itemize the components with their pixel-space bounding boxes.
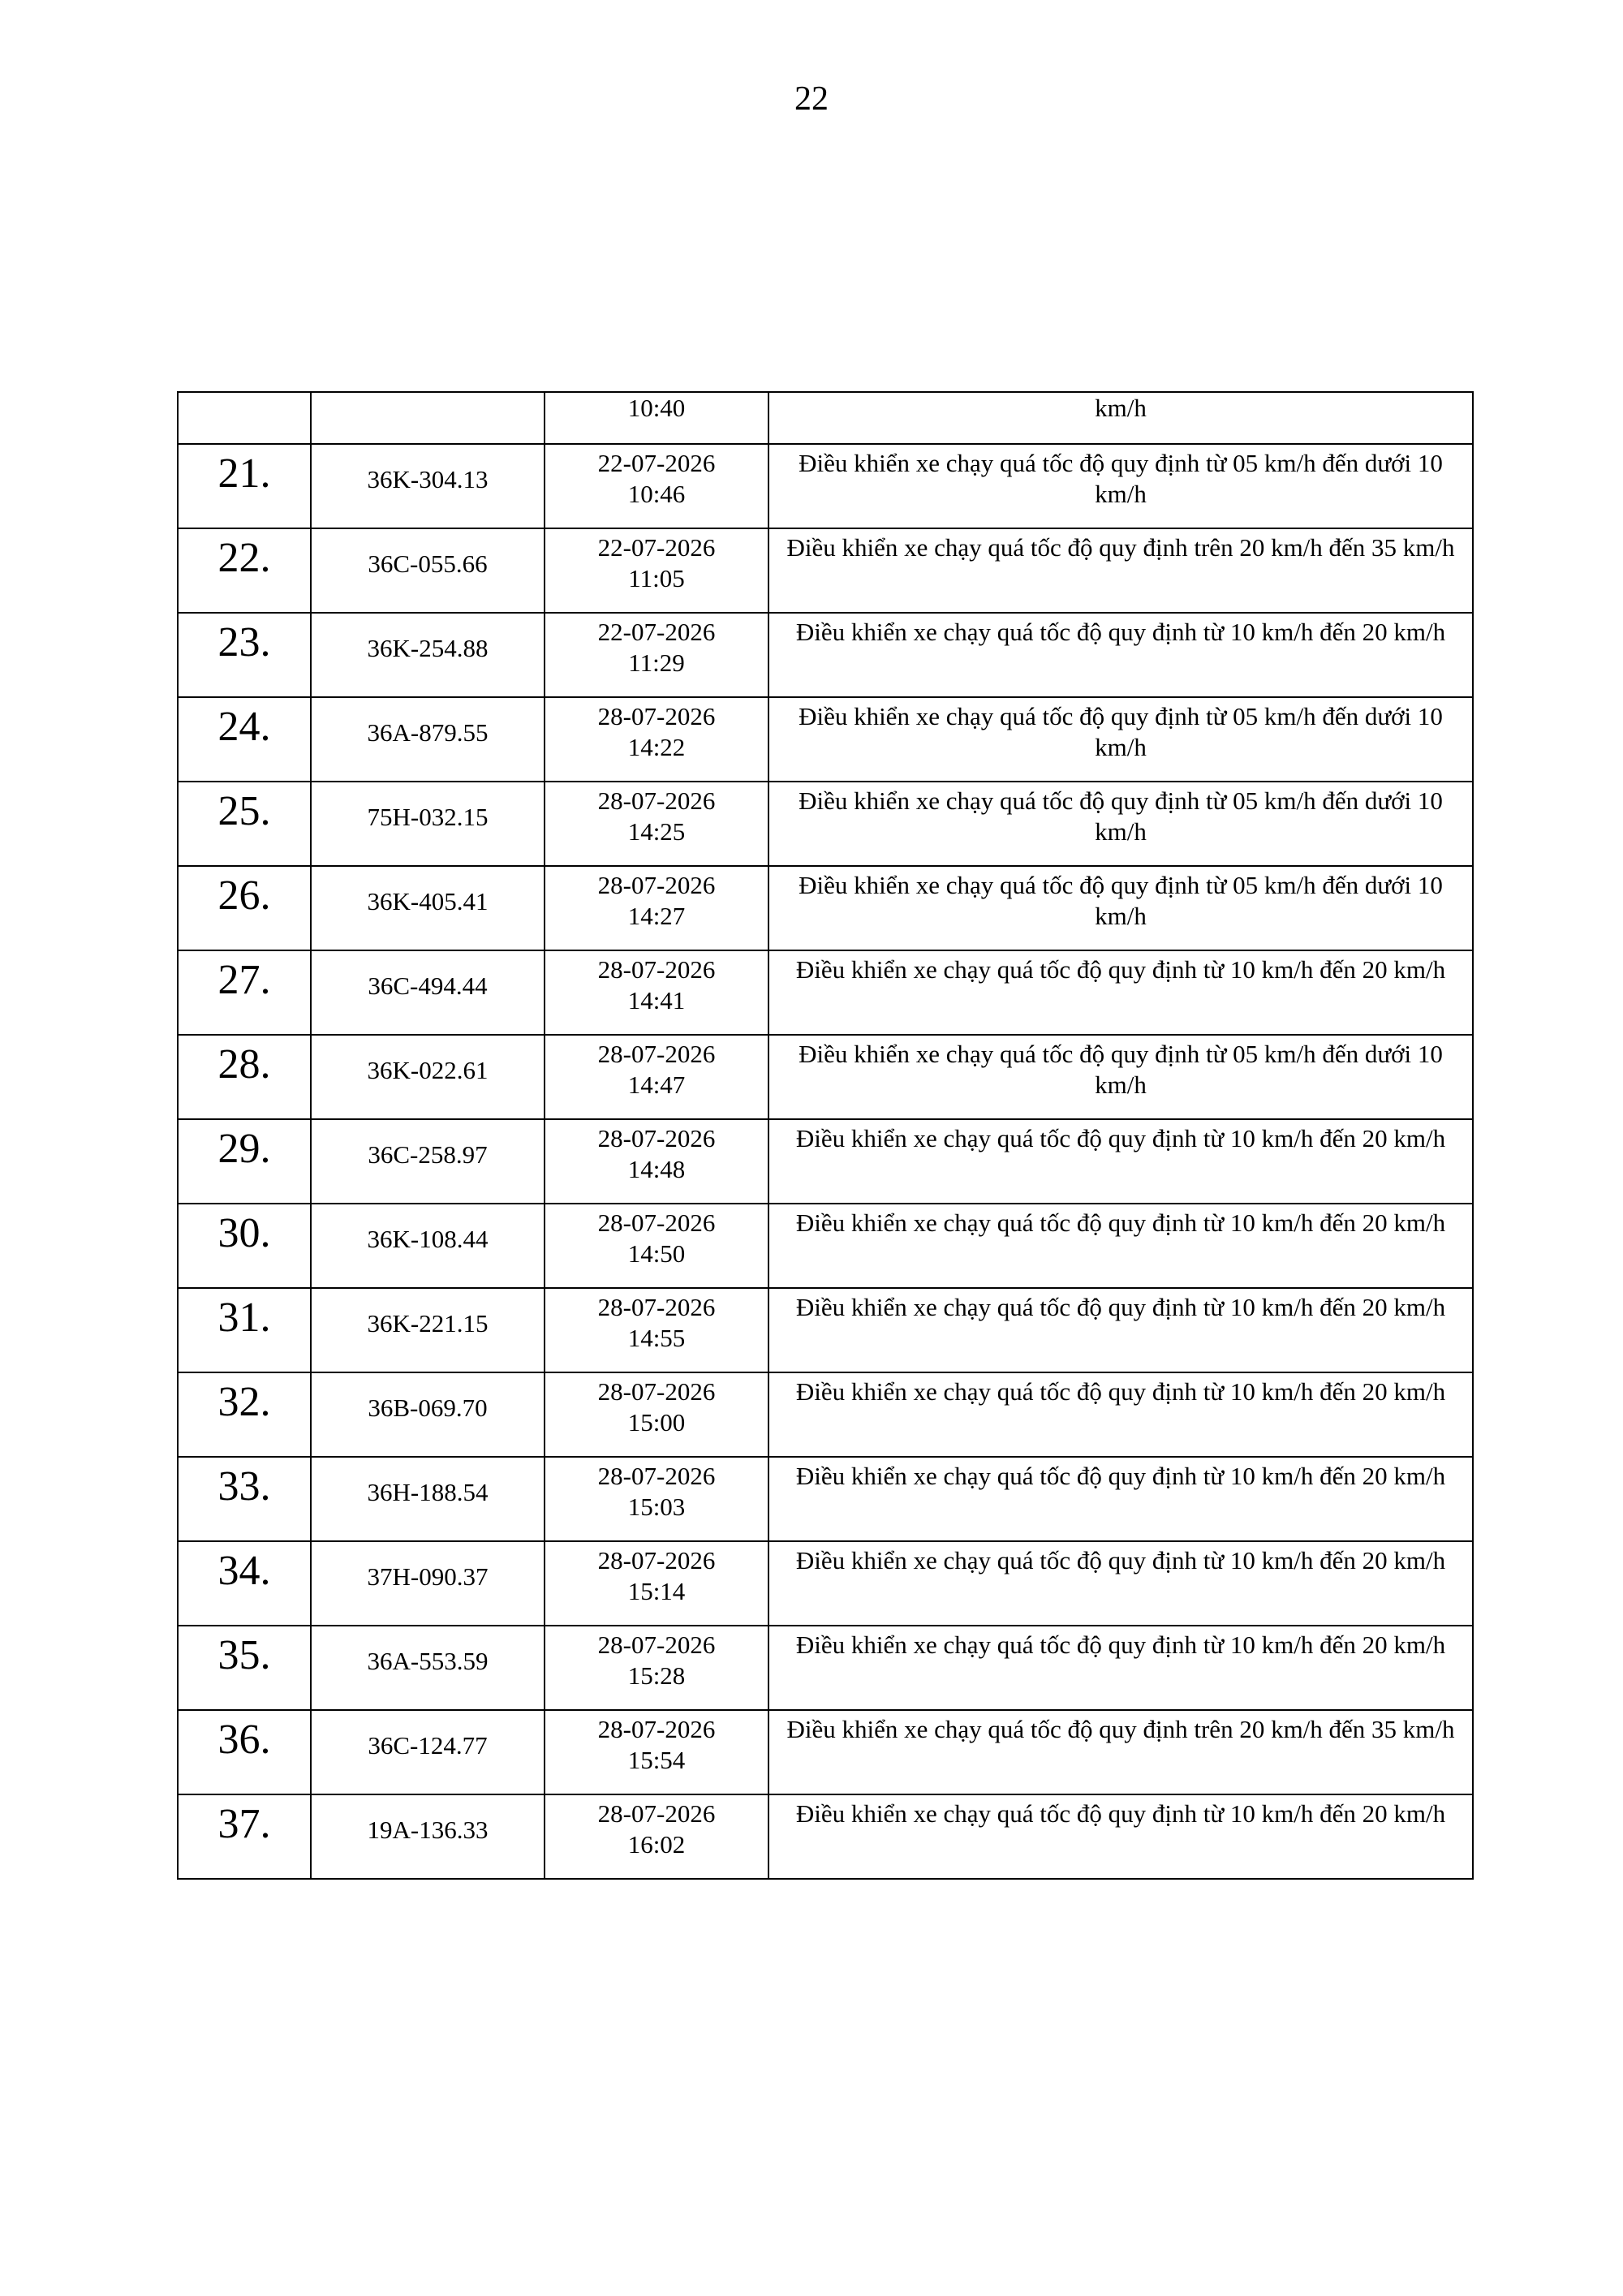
plate-cell: 75H-032.15 bbox=[311, 782, 545, 866]
time-text: 14:47 bbox=[627, 1070, 686, 1099]
violation-description: Điều khiển xe chạy quá tốc độ quy định từ 05 km/h đến dưới 10 km/h bbox=[799, 702, 1443, 761]
time-text: 15:28 bbox=[627, 1661, 686, 1690]
plate-cell: 36C-124.77 bbox=[311, 1710, 545, 1794]
date-text: 22-07-2026 bbox=[597, 618, 716, 646]
violation-description: Điều khiển xe chạy quá tốc độ quy định từ 10 km/h đến 20 km/h bbox=[795, 955, 1446, 984]
row-number-cell: 21. bbox=[178, 444, 311, 528]
datetime-cell bbox=[545, 866, 768, 950]
plate-cell: 36C-258.97 bbox=[311, 1119, 545, 1204]
plate-cell: 36K-022.61 bbox=[311, 1035, 545, 1119]
time-text: 11:05 bbox=[628, 564, 685, 592]
datetime-cell bbox=[545, 1035, 768, 1119]
description-cell bbox=[768, 782, 1473, 866]
table-row bbox=[178, 1372, 1473, 1457]
description-cell bbox=[768, 950, 1473, 1035]
row-number-cell: 26. bbox=[178, 866, 311, 950]
plate-cell: 36K-221.15 bbox=[311, 1288, 545, 1372]
plate-cell: 36C-494.44 bbox=[311, 950, 545, 1035]
description-cell bbox=[768, 1710, 1473, 1794]
date-text: 28-07-2026 bbox=[597, 1377, 716, 1406]
date-text: 28-07-2026 bbox=[597, 871, 716, 899]
table-row bbox=[178, 613, 1473, 697]
datetime-cell bbox=[545, 1119, 768, 1204]
datetime-cell bbox=[545, 528, 768, 613]
time-text: 11:29 bbox=[628, 648, 685, 677]
datetime-cell bbox=[545, 1541, 768, 1626]
date-text: 28-07-2026 bbox=[597, 955, 716, 984]
description-cell bbox=[768, 613, 1473, 697]
violation-description: Điều khiển xe chạy quá tốc độ quy định trên 20 km/h đến 35 km/h bbox=[786, 1715, 1455, 1743]
row-number-cell: 33. bbox=[178, 1457, 311, 1541]
description-cell bbox=[768, 1204, 1473, 1288]
time-text: 14:22 bbox=[627, 733, 686, 761]
violation-description: Điều khiển xe chạy quá tốc độ quy định từ 10 km/h đến 20 km/h bbox=[795, 1377, 1446, 1406]
description-cell bbox=[768, 1794, 1473, 1879]
table-row bbox=[178, 528, 1473, 613]
date-text: 28-07-2026 bbox=[597, 786, 716, 815]
description-cell bbox=[768, 1372, 1473, 1457]
time-text: 15:54 bbox=[627, 1746, 686, 1774]
violation-description: Điều khiển xe chạy quá tốc độ quy định từ 10 km/h đến 20 km/h bbox=[795, 1630, 1446, 1659]
description-cell bbox=[768, 1457, 1473, 1541]
violations-table-body bbox=[178, 392, 1473, 1879]
row-number-cell: 27. bbox=[178, 950, 311, 1035]
datetime-cell bbox=[545, 1457, 768, 1541]
table-row bbox=[178, 950, 1473, 1035]
description-cell bbox=[768, 697, 1473, 782]
description-cell bbox=[768, 444, 1473, 528]
description-cell: km/h bbox=[768, 392, 1473, 444]
plate-cell: 36B-069.70 bbox=[311, 1372, 545, 1457]
row-number-cell: 30. bbox=[178, 1204, 311, 1288]
table-row bbox=[178, 444, 1473, 528]
time-text: 14:48 bbox=[627, 1155, 686, 1183]
plate-cell: 36K-254.88 bbox=[311, 613, 545, 697]
date-text: 22-07-2026 bbox=[597, 449, 716, 477]
plate-cell bbox=[311, 392, 545, 444]
plate-cell: 36K-405.41 bbox=[311, 866, 545, 950]
time-text: 10:46 bbox=[627, 480, 686, 508]
table-row bbox=[178, 1119, 1473, 1204]
table-row bbox=[178, 1710, 1473, 1794]
date-text: 28-07-2026 bbox=[597, 1462, 716, 1490]
violation-description: Điều khiển xe chạy quá tốc độ quy định từ 05 km/h đến dưới 10 km/h bbox=[799, 449, 1443, 508]
row-number-cell: 35. bbox=[178, 1626, 311, 1710]
date-text: 28-07-2026 bbox=[597, 1208, 716, 1237]
date-text: 22-07-2026 bbox=[597, 533, 716, 562]
table-row bbox=[178, 1288, 1473, 1372]
plate-cell: 37H-090.37 bbox=[311, 1541, 545, 1626]
plate-cell: 36A-879.55 bbox=[311, 697, 545, 782]
date-text: 28-07-2026 bbox=[597, 1293, 716, 1321]
plate-cell: 36A-553.59 bbox=[311, 1626, 545, 1710]
row-number-cell: 23. bbox=[178, 613, 311, 697]
table-row bbox=[178, 1457, 1473, 1541]
datetime-cell bbox=[545, 1288, 768, 1372]
row-number-cell: 31. bbox=[178, 1288, 311, 1372]
violation-description: Điều khiển xe chạy quá tốc độ quy định từ 10 km/h đến 20 km/h bbox=[795, 1208, 1446, 1237]
table-row bbox=[178, 1794, 1473, 1879]
row-number-cell: 28. bbox=[178, 1035, 311, 1119]
violation-description: Điều khiển xe chạy quá tốc độ quy định từ 10 km/h đến 20 km/h bbox=[795, 1546, 1446, 1574]
time-text: 16:02 bbox=[627, 1830, 686, 1859]
row-number-cell: 37. bbox=[178, 1794, 311, 1879]
row-number-cell: 36. bbox=[178, 1710, 311, 1794]
time-cell: 10:40 bbox=[545, 392, 768, 444]
datetime-cell bbox=[545, 1204, 768, 1288]
description-cell bbox=[768, 1035, 1473, 1119]
time-text: 14:50 bbox=[627, 1239, 686, 1268]
violation-description: Điều khiển xe chạy quá tốc độ quy định từ 10 km/h đến 20 km/h bbox=[795, 1293, 1446, 1321]
datetime-cell bbox=[545, 1626, 768, 1710]
violation-description: Điều khiển xe chạy quá tốc độ quy định trên 20 km/h đến 35 km/h bbox=[786, 533, 1455, 562]
datetime-cell bbox=[545, 613, 768, 697]
date-text: 28-07-2026 bbox=[597, 1799, 716, 1828]
table-row bbox=[178, 1626, 1473, 1710]
date-text: 28-07-2026 bbox=[597, 1546, 716, 1574]
datetime-cell bbox=[545, 1372, 768, 1457]
row-number-cell: 34. bbox=[178, 1541, 311, 1626]
date-text: 28-07-2026 bbox=[597, 1040, 716, 1068]
row-number-cell: 22. bbox=[178, 528, 311, 613]
row-number-cell bbox=[178, 392, 311, 444]
description-cell bbox=[768, 866, 1473, 950]
violation-description: Điều khiển xe chạy quá tốc độ quy định từ 10 km/h đến 20 km/h bbox=[795, 1124, 1446, 1152]
row-number-cell: 25. bbox=[178, 782, 311, 866]
plate-cell: 36K-108.44 bbox=[311, 1204, 545, 1288]
date-text: 28-07-2026 bbox=[597, 1715, 716, 1743]
time-text: 14:25 bbox=[627, 817, 686, 846]
plate-cell: 36H-188.54 bbox=[311, 1457, 545, 1541]
time-text: 15:14 bbox=[627, 1577, 686, 1605]
datetime-cell bbox=[545, 950, 768, 1035]
datetime-cell bbox=[545, 1794, 768, 1879]
date-text: 28-07-2026 bbox=[597, 1630, 716, 1659]
table-row bbox=[178, 866, 1473, 950]
datetime-cell bbox=[545, 444, 768, 528]
violation-description: Điều khiển xe chạy quá tốc độ quy định từ 05 km/h đến dưới 10 km/h bbox=[799, 871, 1443, 930]
violation-description: Điều khiển xe chạy quá tốc độ quy định từ 10 km/h đến 20 km/h bbox=[795, 618, 1446, 646]
time-text: 14:27 bbox=[627, 902, 686, 930]
description-cell bbox=[768, 1626, 1473, 1710]
table-row bbox=[178, 697, 1473, 782]
description-cell bbox=[768, 528, 1473, 613]
row-number-cell: 29. bbox=[178, 1119, 311, 1204]
violation-description: Điều khiển xe chạy quá tốc độ quy định từ 05 km/h đến dưới 10 km/h bbox=[799, 786, 1443, 846]
violation-description: Điều khiển xe chạy quá tốc độ quy định từ 10 km/h đến 20 km/h bbox=[795, 1462, 1446, 1490]
time-text: 14:41 bbox=[627, 986, 686, 1014]
date-text: 28-07-2026 bbox=[597, 1124, 716, 1152]
plate-cell: 19A-136.33 bbox=[311, 1794, 545, 1879]
row-number-cell: 24. bbox=[178, 697, 311, 782]
table-row bbox=[178, 1035, 1473, 1119]
time-text: 15:00 bbox=[627, 1408, 686, 1437]
datetime-cell bbox=[545, 697, 768, 782]
date-text: 28-07-2026 bbox=[597, 702, 716, 730]
violation-description: Điều khiển xe chạy quá tốc độ quy định từ 10 km/h đến 20 km/h bbox=[795, 1799, 1446, 1828]
description-cell bbox=[768, 1288, 1473, 1372]
description-cell bbox=[768, 1541, 1473, 1626]
table-row bbox=[178, 1204, 1473, 1288]
time-text: 14:55 bbox=[627, 1324, 686, 1352]
page-number: 22 bbox=[794, 80, 829, 118]
table-row bbox=[178, 782, 1473, 866]
table-row bbox=[178, 1541, 1473, 1626]
violations-table bbox=[177, 391, 1474, 1880]
description-cell bbox=[768, 1119, 1473, 1204]
plate-cell: 36K-304.13 bbox=[311, 444, 545, 528]
datetime-cell bbox=[545, 782, 768, 866]
time-text: 15:03 bbox=[627, 1493, 686, 1521]
plate-cell: 36C-055.66 bbox=[311, 528, 545, 613]
table-row-continued bbox=[178, 392, 1473, 444]
datetime-cell bbox=[545, 1710, 768, 1794]
violation-description: Điều khiển xe chạy quá tốc độ quy định từ 05 km/h đến dưới 10 km/h bbox=[799, 1040, 1443, 1099]
row-number-cell: 32. bbox=[178, 1372, 311, 1457]
